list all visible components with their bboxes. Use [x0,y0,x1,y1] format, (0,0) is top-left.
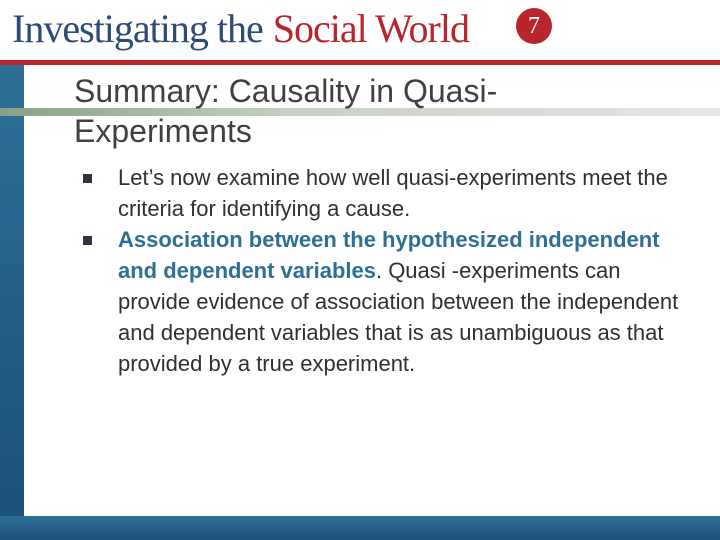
bullet-emphasis: Association between the hypothesized independent and dependent variables [118,227,660,283]
book-title-part2: Social World [272,6,469,51]
left-accent-bar [0,65,24,540]
bullet-item [80,224,680,379]
bullet-text: . Quasi -experiments can provide evidence of association between the independent and dependent variables that is as unambiguous as that provided by a true experiment. [118,258,679,376]
bullet-list [80,162,680,379]
bottom-accent-bar [0,516,720,540]
header-rule [0,60,720,65]
bullet-text: Let’s now examine how well quasi-experiments meet the criteria for identifying a cause. [118,165,668,221]
book-title-logo [12,5,469,53]
bullet-item [80,162,680,224]
edition-badge: 7 [516,8,552,44]
slide-title: Summary: Causality in Quasi-Experiments [74,73,498,149]
slide-header [0,0,720,60]
square-bullet-icon [83,236,92,245]
book-title-part1: Investigating the [12,6,263,51]
square-bullet-icon [83,174,92,183]
